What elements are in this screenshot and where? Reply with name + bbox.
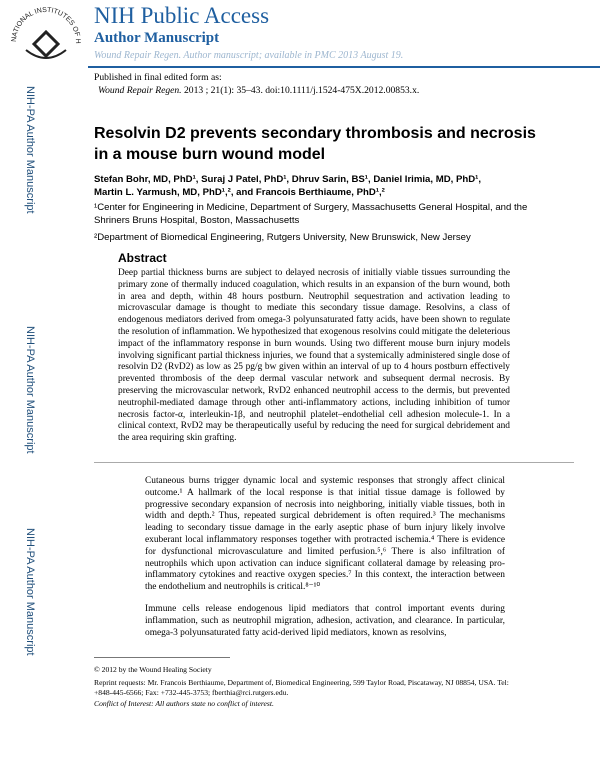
body-paragraph-1: Cutaneous burns trigger dynamic local and systemic responses that strongly affect clinical outcome.¹ A hallmark of the local response is that initial tissue damage is followed by progressive secondary expansion of necrosis into neighboring, initially viable tissues, both in width and depth.² Thus, repeated surgical debridement is often required.³ The mechanisms leading to secondary tissue damage in the early aseptic phase of burn injury likely involve exuberant local inflammatory responses together with protracted ischemia.⁴ There is evidence for dysfunctional microvasculature and limited perfusion.⁵,⁶ There is also infiltration of neutrophils which upon activation can induce significant collateral damage by releasing pro-inflammatory cytokines and reactive oxygen species.⁷ In this context, the interaction between the endothelium and neutrophils is critical.⁸⁻¹⁰	[145, 476, 505, 593]
logo-seal-text: NATIONAL INSTITUTES OF H	[10, 6, 82, 44]
publication-info	[94, 71, 419, 97]
nih-logo	[6, 4, 88, 68]
side-label-top: NIH-PA Author Manuscript	[24, 86, 36, 214]
side-label-middle: NIH-PA Author Manuscript	[24, 326, 36, 454]
side-label-bottom: NIH-PA Author Manuscript	[24, 528, 36, 656]
article-title: Resolvin D2 prevents secondary thrombosis and necrosis in a mouse burn wound model	[94, 125, 536, 163]
journal-name: Wound Repair Regen.	[98, 85, 182, 96]
authors-line-1: Stefan Bohr, MD, PhD¹, Suraj J Patel, PhD¹, Dhruv Sarin, BS¹, Daniel Irimia, MD, PhD¹,	[94, 174, 482, 185]
authors-line-2: Martin L. Yarmush, MD, PhD¹,², and Francois Berthiaume, PhD¹,²	[94, 187, 385, 198]
citation-details: 2013 ; 21(1): 35–43. doi:10.1111/j.1524-475X.2012.00853.x.	[181, 85, 420, 96]
affiliation-2: ²Department of Biomedical Engineering, Rutgers University, New Brunswick, New Jersey	[94, 232, 471, 243]
reprint-note: Reprint requests: Mr. Francois Berthiaume, Department of, Biomedical Engineering, 599 Taylor Road, Piscataway, NJ 08854, USA. Tel: +848-445-6566; Fax: +732-445-3753; fberthia@rci.rutgers.edu.	[94, 678, 509, 697]
citation-line	[94, 84, 419, 97]
conflict-note: Conflict of Interest: All authors state no conflict of interest.	[94, 699, 274, 708]
availability-line: Wound Repair Regen. Author manuscript; available in PMC 2013 August 19.	[94, 50, 404, 61]
header-divider	[88, 66, 600, 68]
abstract-text: Deep partial thickness burns are subject to delayed necrosis of initially viable tissues surrounding the primary zone of thermally induced coagulation, which results in an expansion of the burn wound, both in area and depth, within 48 hours postburn. Neutrophil sequestration and activation leading to microvascular damage is thought to mediate this secondary tissue damage. Resolvins, a class of endogenous mediators derived from omega-3 polyunsaturated fatty acids, have been shown to regulate the resolution of inflammation. We hypothesized that exogenous resolvins could mitigate the deleterious impact of the inflammatory response in burn wounds. Using two different mouse burn injury models involving significant partial thickness injuries, we found that a systemically administered single dose of resolvin D2 (RvD2) as low as 25 pg/g bw given within an interval of up to 4 hours postburn effectively prevented thrombosis of the deep dermal vascular network and subsequent dermal necrosis. By preserving the microvascular network, RvD2 enhanced neutrophil access to the dermis, but prevented neutrophil-mediated damage through other anti-inflammatory actions, including inhibition of tumor necrosis factor-α, interleukin-1β, and neutrophil platelet–endothelial cell adhesion molecule-1. In a clinical context, RvD2 may be therapeutically useful by reducing the need for surgical debridement and the area requiring skin grafting.	[118, 268, 510, 444]
author-list	[94, 173, 554, 199]
abstract-heading: Abstract	[118, 251, 167, 265]
footnote-divider	[94, 657, 230, 658]
published-label: Published in final edited form as:	[94, 72, 222, 83]
nih-public-access-title: NIH Public Access	[94, 3, 270, 28]
author-manuscript-label: Author Manuscript	[94, 30, 220, 46]
body-paragraph-2: Immune cells release endogenous lipid mediators that control important events during inflammation, such as neutrophil migration, adhesion, activation, and clearance. In particular, omega-3 polyunsaturated fatty acid-derived lipid mediators, known as resolvins,	[145, 604, 505, 638]
affiliation-1: ¹Center for Engineering in Medicine, Department of Surgery, Massachusetts General Hospital, and the Shriners Bruns Hospital, Boston, Massachusetts	[94, 202, 528, 226]
copyright-note: © 2012 by the Wound Healing Society	[94, 665, 212, 674]
abstract-divider	[94, 462, 574, 463]
